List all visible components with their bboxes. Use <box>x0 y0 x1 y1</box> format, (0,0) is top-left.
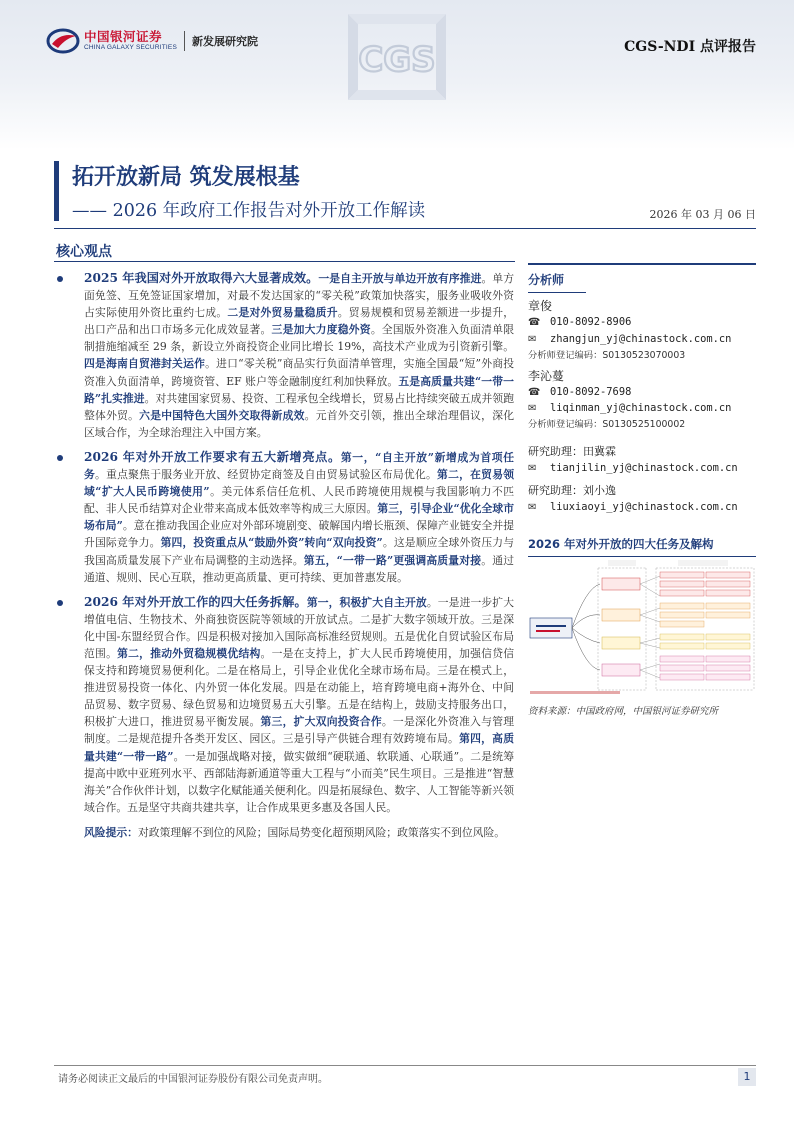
mail-icon: ✉ <box>528 501 537 513</box>
body-text: 。意在推动我国企业应对外部环境剧变、破解国内增长瓶颈、保障产业链安全并提升国际竞争力。 <box>84 519 514 550</box>
risk-warning <box>56 824 514 841</box>
phone-number: 010-8092-8906 <box>550 316 632 328</box>
analyst-registration: 分析师登记编码：S0130523070003 <box>528 349 686 361</box>
key-view-paragraph <box>56 449 514 586</box>
bullet-icon <box>57 600 63 606</box>
analyst-card <box>528 298 756 363</box>
assistant-email[interactable] <box>528 461 756 477</box>
body-text: 。贸易规模和贸易差额进一步提升，出口产品和出口市场多元化成效显著。 <box>84 306 515 337</box>
body-text: 。全国版外资准入负面清单限制措施缩减至 29 条，新设立外商投资企业同比增长 19%，高技术产业成为引资新引擎。 <box>84 323 515 354</box>
bold-point: 一是自主开放与单边开放有序推进 <box>318 272 482 285</box>
analyst-email[interactable] <box>528 332 756 348</box>
galaxy-logo-icon <box>46 28 80 54</box>
figure-title: 2026 年对外开放的四大任务及解构 <box>528 536 714 551</box>
mail-icon: ✉ <box>528 403 537 415</box>
svg-text:CGS: CGS <box>358 40 436 80</box>
body-text: 。进口“零关税”商品实行负面清单管理，实施全国最“短”外商投资准入负面清单，跨境资管、EF 账户等金融制度红利加快释放。 <box>84 357 515 388</box>
email-address[interactable]: liuxiaoyi_yj@chinastock.com.cn <box>550 500 738 513</box>
email-address[interactable]: liqinman_yj@chinastock.com.cn <box>550 402 732 415</box>
assistant-name: 研究助理：刘小逸 <box>528 483 616 497</box>
key-views-body <box>56 270 514 841</box>
body-text: 。这是顺应全球外资压力与我国高质量发展下产业布局调整的主动选择。 <box>84 536 515 567</box>
department-name: 新发展研究院 <box>191 35 258 48</box>
page-number: 1 <box>738 1068 756 1086</box>
bold-point: 第二，在贸易领域“扩大人民币跨境使用” <box>84 468 515 499</box>
four-tasks-diagram <box>528 558 756 696</box>
body-text: 。美元体系信任危机、人民币跨境使用规模与我国影响力不匹配、非人民币结算对企业带来高成本低效率等构成三大原因。 <box>84 485 515 516</box>
analyst-name: 章俊 <box>528 299 553 313</box>
figure-divider <box>528 556 756 557</box>
bold-point: 五是高质量共建“一带一路”扎实推进 <box>84 374 514 405</box>
analyst-registration: 分析师登记编码：S0130525100002 <box>528 419 686 431</box>
bold-point: 第三，引导企业“优化全球市场布局” <box>84 502 514 533</box>
body-text: 。一是在支持上，扩大人民币跨境使用，加强信贷信保支持和跨境贸易便利化。二是在格局上，引导企业优化全球市场布局。三是在模式上，推进贸易投资一体化、内外贸一体化发展。四是在动能上，培育跨境电商+海外仓、中间品贸易、数字贸易、绿色贸易和边境贸易五大引擎。五是在结构上，鼓励支持服务出口，积极扩大进口，推进贸易平衡发展。 <box>84 646 515 729</box>
bold-point: 二是对外贸易量稳质升 <box>227 306 338 320</box>
title-divider <box>54 228 756 229</box>
key-views-heading: 核心观点 <box>56 244 112 260</box>
risk-text: 对政策理解不到位的风险；国际局势变化超预期风险；政策落实不到位风险。 <box>137 825 506 839</box>
report-subtitle: —— 2026 年政府工作报告对外开放工作解读 <box>72 201 426 221</box>
bold-point: 第一，积极扩大自主开放 <box>306 595 427 609</box>
logo-english-name: CHINA GALAXY SECURITIES <box>84 44 177 51</box>
paragraph-text <box>84 272 514 439</box>
analyst-email[interactable] <box>528 401 756 417</box>
logo-chinese-name: 中国银河证券 <box>84 28 163 44</box>
cgs-watermark-icon <box>348 14 446 100</box>
bold-point: 四是海南自贸港封关运作 <box>84 357 206 371</box>
bold-point: 第二，推动外贸稳规模优结构 <box>117 646 261 660</box>
phone-number: 010-8092-7698 <box>550 385 632 398</box>
figure-source: 资料来源：中国政府网，中国银河证券研究所 <box>528 705 719 717</box>
email-address[interactable]: tianjilin_yj@chinastock.com.cn <box>550 462 738 475</box>
analyst-heading: 分析师 <box>528 273 565 287</box>
assistant-email[interactable] <box>528 500 756 516</box>
key-view-paragraph <box>56 270 514 441</box>
bold-point: 第三，扩大双向投资合作 <box>260 715 382 729</box>
risk-label: 风险提示： <box>84 825 138 839</box>
title-accent-bar <box>54 161 59 221</box>
lead-sentence: 2026 年对外开放工作要求有五大新增亮点。 <box>84 449 341 464</box>
assistant-card <box>528 483 756 516</box>
logo-divider <box>184 31 185 51</box>
key-view-paragraph <box>56 594 514 816</box>
bold-point: 六是中国特色大国外交取得新成效 <box>139 408 305 422</box>
bold-point: 三是加大力度稳外资 <box>271 323 371 337</box>
analyst-name: 李沁蔓 <box>528 368 565 383</box>
bold-point: 第四，高质量共建“一带一路” <box>84 732 515 763</box>
email-address[interactable]: zhangjun_yj@chinastock.com.cn <box>550 332 732 345</box>
footer-divider <box>54 1065 756 1066</box>
analyst-phone <box>528 315 756 331</box>
key-views-divider <box>54 261 515 262</box>
body-text: 。一是加强战略对接，做实做细“硬联通、软联通、心联通”。二是统筹提高中欧中亚班列水平、西部陆海新通道等重大工程与“小而美”民生项目。三是推进“智慧海关”合作伙伴计划，以数字化赋能通关便利化。四是拓展绿色、数字、人工智能等新兴领域合作。五是坚守共商共建共享，让合作成果更多惠及各国人民。 <box>84 749 515 814</box>
assistant-card <box>528 444 756 477</box>
assistant-name: 研究助理：田冀霖 <box>528 445 616 459</box>
analyst-card <box>528 368 756 433</box>
analyst-heading-underline <box>528 292 586 293</box>
phone-icon: ☎ <box>528 317 541 328</box>
bold-point: 第四，投资重点从“鼓励外资”转向“双向投资” <box>160 536 383 550</box>
body-text: 。对共建国家贸易、投资、工程承包全线增长，贸易占比持续突破五成并领跑整体外贸。 <box>84 391 515 422</box>
mail-icon: ✉ <box>528 463 537 475</box>
paragraph-text <box>84 596 514 814</box>
sidebar <box>528 263 756 717</box>
company-logo <box>46 28 258 54</box>
sidebar-divider <box>528 263 756 265</box>
report-type: CGS-NDI 点评报告 <box>624 39 756 55</box>
report-date: 2026 年 03 月 06 日 <box>649 208 756 221</box>
body-text: 。单方面免签、互免签证国家增加，对最不发达国家的“零关税”政策加快落实，服务业吸收外资占实际使用外资比重约七成。 <box>84 272 515 320</box>
bullet-icon <box>57 455 63 461</box>
body-text: 。重点聚焦于服务业开放、经贸协定商签及自由贸易试验区布局优化。 <box>95 468 438 482</box>
body-text: 。一是深化外资准入与管理制度。二是规范提升各类开发区、园区。三是引导产供链合理有效跨境布局。 <box>84 715 515 746</box>
body-text: 。元首外交引领，推出全球治理倡议，深化区域合作，为全球治理注入中国方案。 <box>84 408 515 439</box>
lead-sentence: 2026 年对外开放工作的四大任务拆解。 <box>84 594 307 609</box>
analyst-phone <box>528 385 756 401</box>
lead-sentence: 2025 年我国对外开放取得六大显著成效。 <box>84 271 319 285</box>
body-text: 。一是进一步扩大增值电信、生物技术、外商独资医院等领域的开放试点。二是扩大数字领域开放。三是深化中国-东盟经贸合作。四是积极对接加入国际高标准经贸规则。五是优化自贸试验区布局范围。 <box>84 595 515 660</box>
footer-disclaimer: 请务必阅读正文最后的中国银河证券股份有限公司免责声明。 <box>58 1074 328 1085</box>
mail-icon: ✉ <box>528 333 537 345</box>
bold-point: 第五，“一带一路”更强调高质量对接 <box>303 553 482 567</box>
bullet-icon <box>57 276 63 282</box>
body-text: 。通过通道、规则、民心互联，推动更高质量、更可持续、更加普惠发展。 <box>84 553 515 584</box>
phone-icon: ☎ <box>528 386 541 398</box>
paragraph-text <box>84 451 514 584</box>
report-title: 拓开放新局 筑发展根基 <box>72 165 300 190</box>
bold-point: 第一，“自主开放”新增成为首项任务 <box>84 450 514 482</box>
